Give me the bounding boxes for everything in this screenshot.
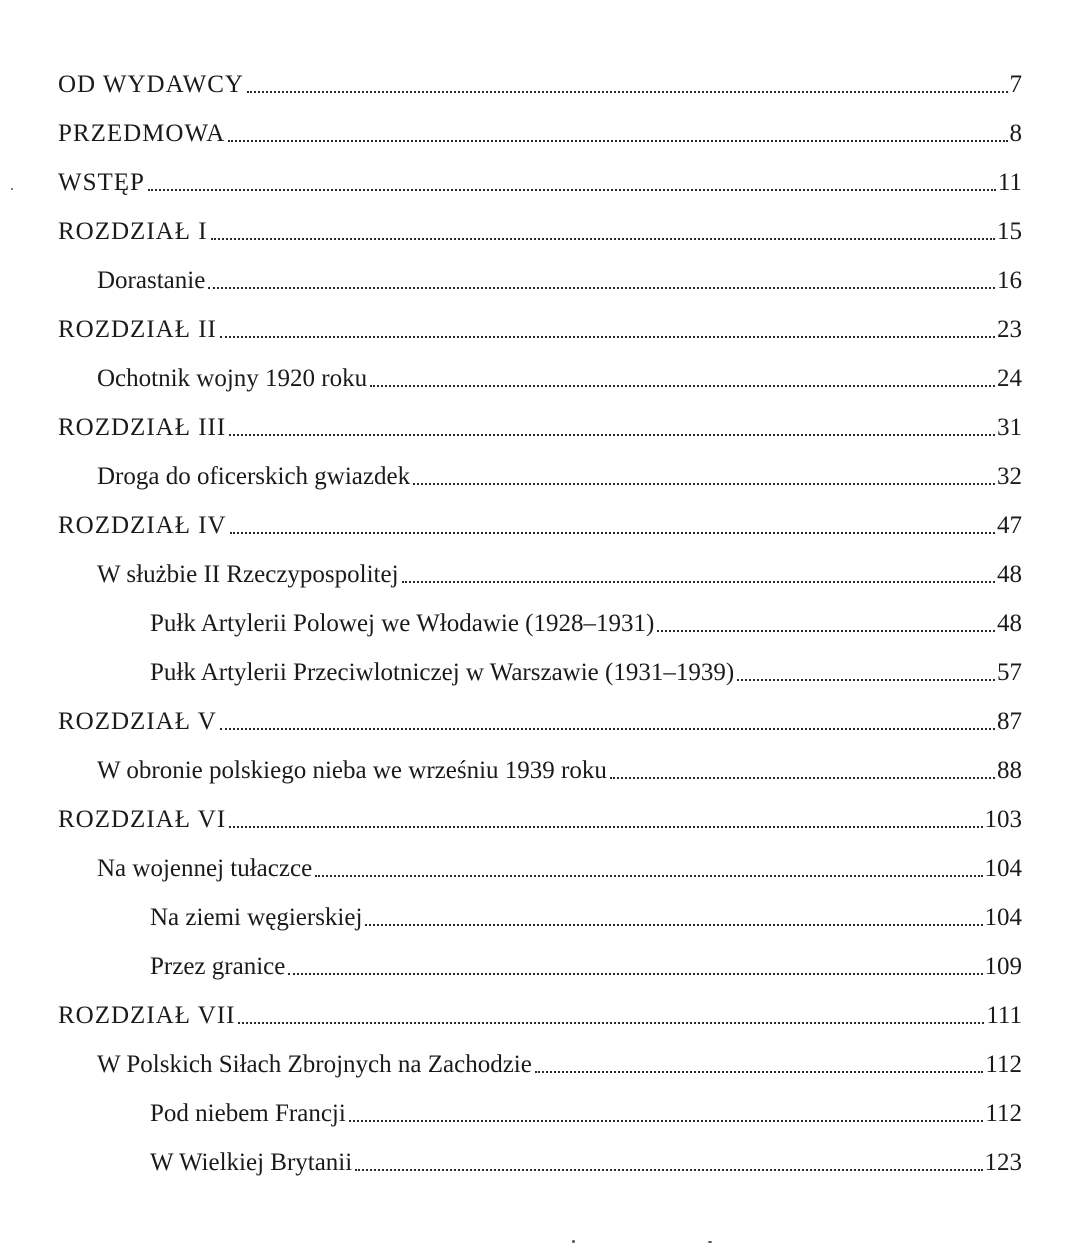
dot-leader: [228, 140, 1007, 142]
toc-entry-page: 24: [997, 365, 1022, 392]
dot-leader: [229, 826, 982, 828]
toc-entry-page: 32: [997, 463, 1022, 490]
toc-entry-page: 112: [985, 1051, 1022, 1078]
toc-entry-title: W Polskich Siłach Zbrojnych na Zachodzie: [97, 1051, 532, 1078]
toc-entry-w-sluzbie: [97, 556, 1022, 590]
toc-entry-title: Pod niebem Francji: [150, 1100, 346, 1127]
toc-entry-title: Dorastanie: [97, 267, 206, 294]
toc-entry-page: 103: [984, 806, 1022, 833]
toc-entry-title: W obronie polskiego nieba we wrześniu 1939 roku: [97, 757, 607, 784]
dot-leader: [230, 532, 995, 534]
toc-entry-rozdzial-7: [58, 997, 1022, 1031]
dot-leader: [229, 434, 995, 436]
dot-leader: [211, 238, 995, 240]
toc-entry-rozdzial-5: [58, 703, 1022, 737]
toc-entry-title: W służbie II Rzeczypospolitej: [97, 561, 399, 588]
toc-entry-title: Na ziemi węgierskiej: [150, 904, 363, 931]
toc-entry-title: ROZDZIAŁ IV: [58, 512, 227, 539]
toc-entry-title: Pułk Artylerii Polowej we Włodawie (1928–1931): [150, 610, 655, 637]
dot-leader: [208, 287, 995, 289]
toc-entry-rozdzial-3: [58, 409, 1022, 443]
dot-leader: [349, 1120, 984, 1122]
toc-entry-title: Przez granice: [150, 953, 286, 980]
toc-entry-page: 104: [984, 904, 1022, 931]
dot-leader: [238, 1022, 984, 1024]
dot-leader: [148, 189, 996, 191]
toc-entry-w-wielkiej-brytanii: [150, 1144, 1022, 1178]
toc-entry-page: 8: [1009, 120, 1022, 147]
toc-entry-title: Na wojennej tułaczce: [97, 855, 313, 882]
toc-entry-pulk-polowej: [150, 605, 1022, 639]
toc-entry-page: 48: [997, 561, 1022, 588]
dot-leader: [370, 385, 995, 387]
toc-entry-page: 109: [984, 953, 1022, 980]
toc-entry-title: ROZDZIAŁ VI: [58, 806, 227, 833]
toc-entry-title: Pułk Artylerii Przeciwlotniczej w Warszawie (1931–1939): [150, 659, 735, 686]
toc-entry-page: 11: [997, 169, 1022, 196]
toc-entry-page: 15: [997, 218, 1022, 245]
toc-entry-page: 112: [985, 1100, 1022, 1127]
toc-entry-title: Droga do oficerskich gwiazdek: [97, 463, 411, 490]
dot-leader: [220, 336, 995, 338]
toc-entry-page: 123: [984, 1149, 1022, 1176]
toc-entry-page: 23: [997, 316, 1022, 343]
toc-entry-pulk-przeciwlotniczej: [150, 654, 1022, 688]
toc-entry-przedmowa: [58, 115, 1022, 149]
toc-entry-page: 104: [984, 855, 1022, 882]
toc-entry-droga: [97, 458, 1022, 492]
dot-leader: [315, 875, 982, 877]
toc-entry-title: OD WYDAWCY: [58, 71, 244, 98]
toc-entry-na-wojennej: [97, 850, 1022, 884]
dot-leader: [610, 777, 995, 779]
toc-entry-page: 88: [997, 757, 1022, 784]
toc-entry-pod-niebem: [150, 1095, 1022, 1129]
toc-entry-title: ROZDZIAŁ III: [58, 414, 227, 441]
toc-entry-rozdzial-6: [58, 801, 1022, 835]
toc-entry-page: 31: [997, 414, 1022, 441]
toc-entry-przez-granice: [150, 948, 1022, 982]
dot-leader: [220, 728, 995, 730]
toc-entry-title: WSTĘP: [58, 169, 145, 196]
dot-leader: [413, 483, 995, 485]
toc-entry-rozdzial-1: [58, 213, 1022, 247]
toc-entry-w-polskich-silach: [97, 1046, 1022, 1080]
toc-entry-title: ROZDZIAŁ VII: [58, 1002, 236, 1029]
toc-entry-ochotnik: [97, 360, 1022, 394]
scan-speck: [708, 1241, 712, 1243]
toc-entry-title: W Wielkiej Brytanii: [150, 1149, 353, 1176]
toc-entry-rozdzial-4: [58, 507, 1022, 541]
toc-entry-wstep: [58, 164, 1022, 198]
toc-entry-rozdzial-2: [58, 311, 1022, 345]
dot-leader: [355, 1169, 982, 1171]
dot-leader: [365, 924, 982, 926]
scan-speck: [572, 1240, 575, 1243]
toc-entry-title: ROZDZIAŁ I: [58, 218, 208, 245]
dot-leader: [402, 581, 995, 583]
scan-speck: [11, 188, 13, 190]
toc-entry-title: Ochotnik wojny 1920 roku: [97, 365, 368, 392]
toc-entry-title: ROZDZIAŁ II: [58, 316, 217, 343]
toc-entry-w-obronie: [97, 752, 1022, 786]
dot-leader: [288, 973, 982, 975]
toc-entry-title: PRZEDMOWA: [58, 120, 226, 147]
toc-entry-page: 111: [986, 1002, 1022, 1029]
toc-entry-title: ROZDZIAŁ V: [58, 708, 217, 735]
toc-entry-page: 47: [997, 512, 1022, 539]
toc-entry-page: 87: [997, 708, 1022, 735]
toc-entry-dorastanie: [97, 262, 1022, 296]
toc-entry-page: 7: [1009, 71, 1022, 98]
toc-entry-na-ziemi: [150, 899, 1022, 933]
toc-entry-od-wydawcy: [58, 66, 1022, 100]
toc-entry-page: 57: [997, 659, 1022, 686]
toc-entry-page: 16: [997, 267, 1022, 294]
dot-leader: [657, 630, 995, 632]
dot-leader: [247, 91, 1008, 93]
toc-entry-page: 48: [997, 610, 1022, 637]
dot-leader: [737, 679, 995, 681]
dot-leader: [535, 1071, 984, 1073]
